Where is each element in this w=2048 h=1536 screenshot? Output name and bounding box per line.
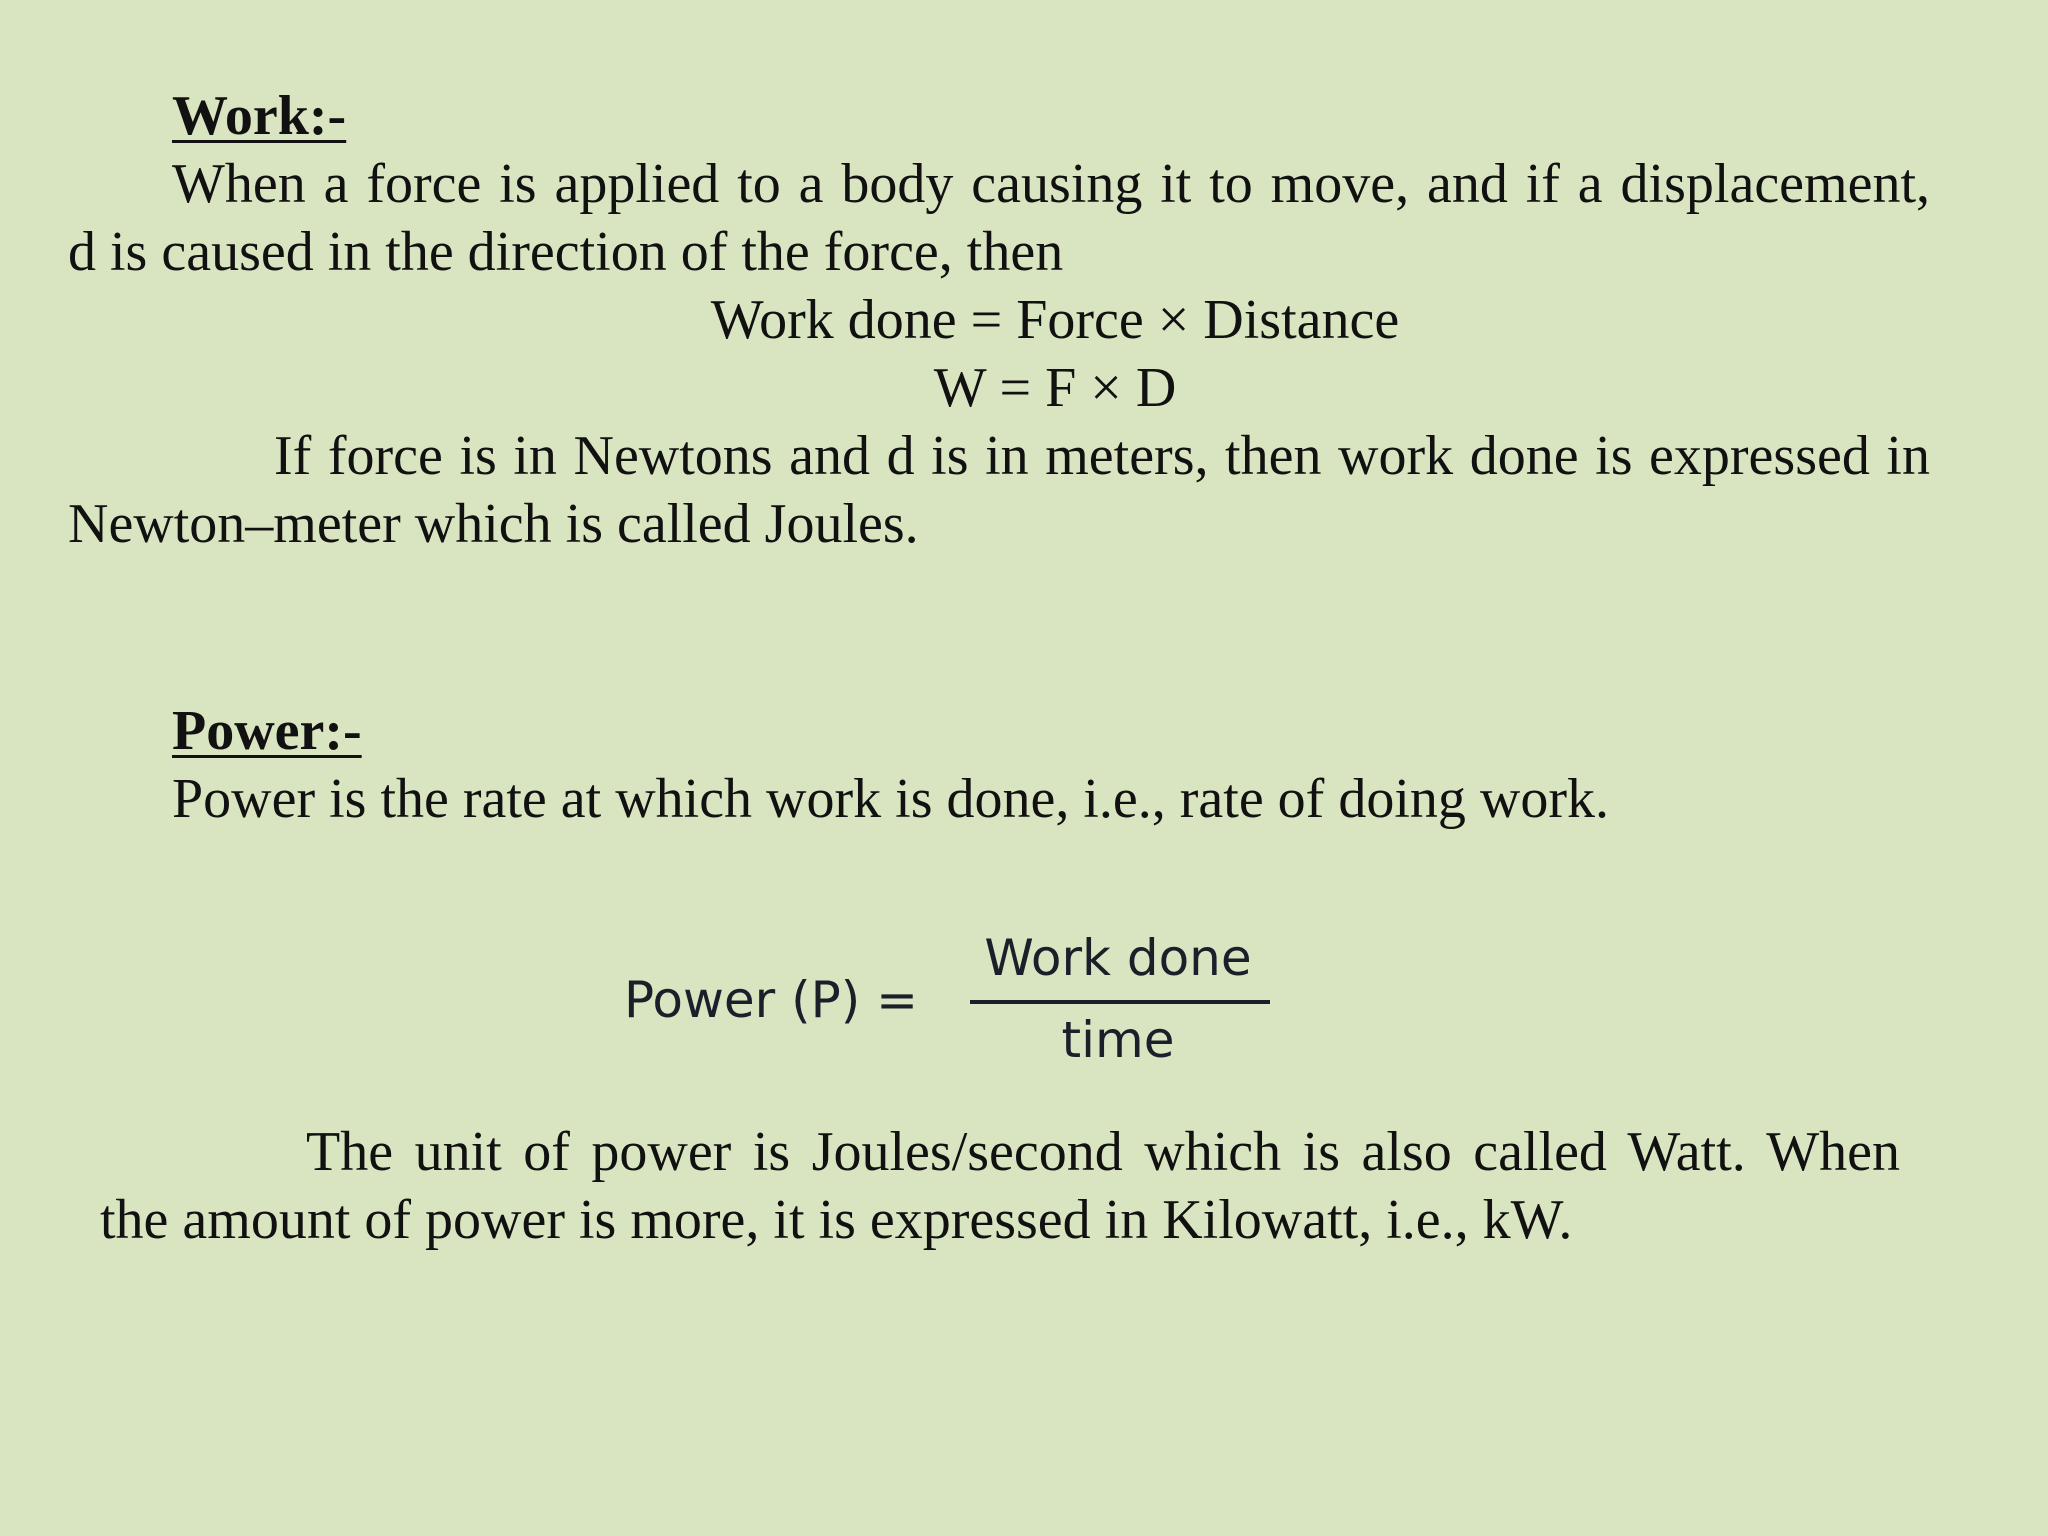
power-formula-numerator: Work done [984,929,1252,987]
power-formula-denominator: time [1061,1011,1175,1069]
power-definition: Power is the rate at which work is done, i.e., rate of doing work. [172,768,1609,830]
fraction-bar [970,1000,1270,1004]
work-units-line-1: If force is in Newtons and d is in meters, then work done is expressed in [274,425,1930,487]
power-heading: Power:- [172,700,362,762]
work-equation-symbols: W = F × D [933,357,1177,419]
power-units-line-1: The unit of power is Joules/second which is also called Watt. When [306,1121,1900,1183]
work-paragraph-line-2: d is caused in the direction of the force, then [68,221,1064,283]
power-formula [620,920,1260,1070]
power-formula-lhs: Power (P) = [624,971,919,1029]
work-equation-words: Work done = Force × Distance [710,289,1400,351]
work-heading: Work:- [172,85,347,147]
power-units-line-2: the amount of power is more, it is expressed in Kilowatt, i.e., kW. [100,1189,1573,1251]
work-paragraph-line-1: When a force is applied to a body causing it to move, and if a displacement, [172,153,1930,215]
work-units-line-2: Newton–meter which is called Joules. [68,493,919,555]
